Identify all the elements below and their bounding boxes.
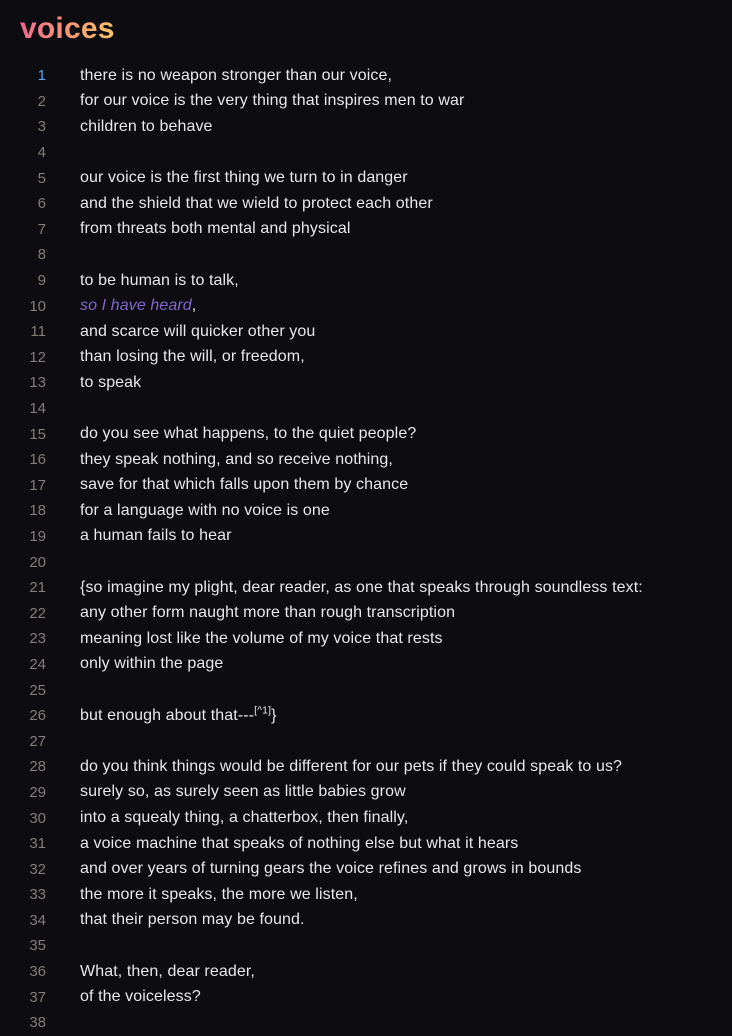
line-text[interactable] [46,425,416,443]
editor-line[interactable] [0,217,732,243]
line-number: 34 [29,911,46,929]
line-number: 26 [29,707,46,725]
text-segment[interactable]: our voice is the first thing we turn to in danger [80,169,408,187]
text-segment[interactable]: a human fails to hear [80,527,232,545]
text-segment[interactable]: children to behave [80,117,213,135]
line-text[interactable] [46,911,305,929]
text-segment[interactable]: that their person may be found. [80,911,305,929]
editor-line[interactable] [0,754,732,780]
editor-line[interactable] [0,856,732,882]
line-text[interactable] [46,348,305,366]
editor-line[interactable] [0,908,732,934]
text-segment[interactable]: What, then, dear reader, [80,962,255,980]
line-text[interactable] [46,220,351,238]
text-segment[interactable]: than losing the will, or freedom, [80,348,305,366]
line-text[interactable] [46,527,232,545]
line-text[interactable] [46,886,358,904]
line-number: 36 [29,963,46,981]
text-segment[interactable]: surely so, as surely seen as little babies grow [80,783,406,801]
editor-line[interactable] [0,447,732,473]
line-number: 23 [29,630,46,648]
line-text[interactable] [46,704,277,725]
text-segment[interactable]: to speak [80,373,142,391]
note-title[interactable]: voices [20,10,115,48]
text-segment[interactable]: and scarce will quicker other you [80,322,316,340]
line-text[interactable] [46,783,406,801]
editor-line[interactable] [0,780,732,806]
text-segment[interactable]: but enough about that--- [80,706,255,724]
line-text[interactable] [46,655,223,673]
editor-line[interactable] [0,396,732,422]
line-number: 22 [29,604,46,622]
line-number: 15 [29,425,46,443]
line-number: 20 [29,553,46,571]
line-number: 24 [29,655,46,673]
editor-line[interactable] [0,421,732,447]
line-text[interactable] [46,323,315,341]
editor-line[interactable] [0,728,732,754]
line-number: 33 [29,886,46,904]
line-text[interactable] [46,758,622,776]
line-text[interactable] [46,118,213,136]
editor-line[interactable] [0,703,732,729]
line-text[interactable] [46,604,455,622]
editor-line[interactable] [0,652,732,678]
line-number: 7 [37,220,46,238]
line-number: 2 [37,92,46,110]
line-number: 10 [29,297,46,315]
text-segment[interactable]: for our voice is the very thing that inspires men to war [80,92,465,110]
editor-line[interactable] [0,140,732,166]
text-segment[interactable]: {so imagine my plight, dear reader, as one that speaks through soundless text: [80,578,643,596]
editor-line[interactable] [0,575,732,601]
text-segment[interactable]: a voice machine that speaks of nothing else but what it hears [80,834,519,852]
text-segment[interactable]: meaning lost like the volume of my voice that rests [80,629,443,647]
line-number: 13 [29,374,46,392]
text-segment[interactable]: do you think things would be different for our pets if they could speak to us? [80,757,623,775]
text-segment[interactable]: the more it speaks, the more we listen, [80,885,358,903]
line-number: 37 [29,988,46,1006]
line-number: 17 [29,476,46,494]
editor-line[interactable] [0,524,732,550]
emphasis-text[interactable]: so I have heard [80,297,192,315]
editor-line[interactable] [0,831,732,857]
line-number: 31 [29,835,46,853]
line-number: 21 [29,579,46,597]
editor-line[interactable] [0,882,732,908]
text-segment[interactable]: and the shield that we wield to protect each other [80,194,433,212]
line-number: 3 [37,118,46,136]
text-segment[interactable]: they speak nothing, and so receive nothing, [80,450,393,468]
text-segment[interactable]: and over years of turning gears the voice refines and grows in bounds [80,860,582,878]
text-segment[interactable]: any other form naught more than rough transcription [80,604,456,622]
editor-line[interactable] [0,626,732,652]
line-text[interactable] [46,809,408,827]
line-text[interactable] [46,374,141,392]
line-text[interactable] [46,297,196,315]
text-segment[interactable]: only within the page [80,655,224,673]
line-text[interactable] [46,92,464,110]
editor-line[interactable] [0,242,732,268]
text-segment[interactable]: into a squealy thing, a chatterbox, then finally, [80,809,409,827]
line-number: 12 [29,348,46,366]
line-number: 8 [37,246,46,264]
editor-line[interactable] [0,473,732,499]
text-segment[interactable]: do you see what happens, to the quiet people? [80,425,417,443]
editor-line[interactable] [0,293,732,319]
text-segment[interactable]: } [271,706,277,724]
editor-line[interactable] [0,498,732,524]
line-text[interactable] [46,272,239,290]
editor-line[interactable] [0,984,732,1010]
line-number: 9 [37,272,46,290]
line-number: 28 [29,758,46,776]
editor-line[interactable] [0,370,732,396]
line-number: 16 [29,451,46,469]
editor-line[interactable] [0,805,732,831]
line-number: 14 [29,400,46,418]
editor-line[interactable] [0,933,732,959]
editor-line[interactable] [0,1010,732,1036]
line-text[interactable] [46,988,201,1006]
text-segment[interactable]: there is no weapon stronger than our voice, [80,66,393,84]
line-number: 11 [30,323,46,341]
line-text[interactable] [46,963,255,981]
editor-line[interactable] [0,268,732,294]
editor-body[interactable] [0,63,732,1036]
line-number: 18 [29,502,46,520]
editor-line[interactable] [0,63,732,89]
line-number: 5 [37,169,46,187]
editor-line[interactable] [0,959,732,985]
line-text[interactable] [46,502,330,520]
editor-line[interactable] [0,191,732,217]
line-text[interactable] [46,169,408,187]
editor-line[interactable] [0,345,732,371]
text-segment[interactable]: of the voiceless? [80,988,201,1006]
editor-line[interactable] [0,319,732,345]
line-number: 6 [37,195,46,213]
editor-line[interactable] [0,165,732,191]
line-text[interactable] [46,860,581,878]
line-text[interactable] [46,451,393,469]
line-number: 29 [29,783,46,801]
line-number: 27 [29,732,46,750]
line-number-active: 1 [37,67,46,85]
editor-line[interactable] [0,114,732,140]
text-segment[interactable]: save for that which falls upon them by chance [80,476,409,494]
line-text[interactable] [46,579,643,597]
text-segment[interactable]: from threats both mental and physical [80,220,351,238]
line-number: 32 [29,860,46,878]
line-number: 38 [29,1014,46,1032]
line-text[interactable] [46,476,408,494]
line-number: 19 [29,527,46,545]
line-text[interactable] [46,67,392,85]
line-text[interactable] [46,835,518,853]
line-number: 30 [29,809,46,827]
line-number: 4 [37,144,46,162]
line-number: 35 [29,937,46,955]
editor-line[interactable] [0,677,732,703]
text-segment[interactable]: for a language with no voice is one [80,501,330,519]
footnote-reference[interactable]: [^1] [254,704,272,717]
line-text[interactable] [46,195,433,213]
editor-line[interactable] [0,549,732,575]
text-segment[interactable]: , [191,297,197,315]
editor-line[interactable] [0,600,732,626]
line-text[interactable] [46,630,443,648]
text-segment[interactable]: to be human is to talk, [80,271,239,289]
line-number: 25 [29,681,46,699]
editor-line[interactable] [0,89,732,115]
